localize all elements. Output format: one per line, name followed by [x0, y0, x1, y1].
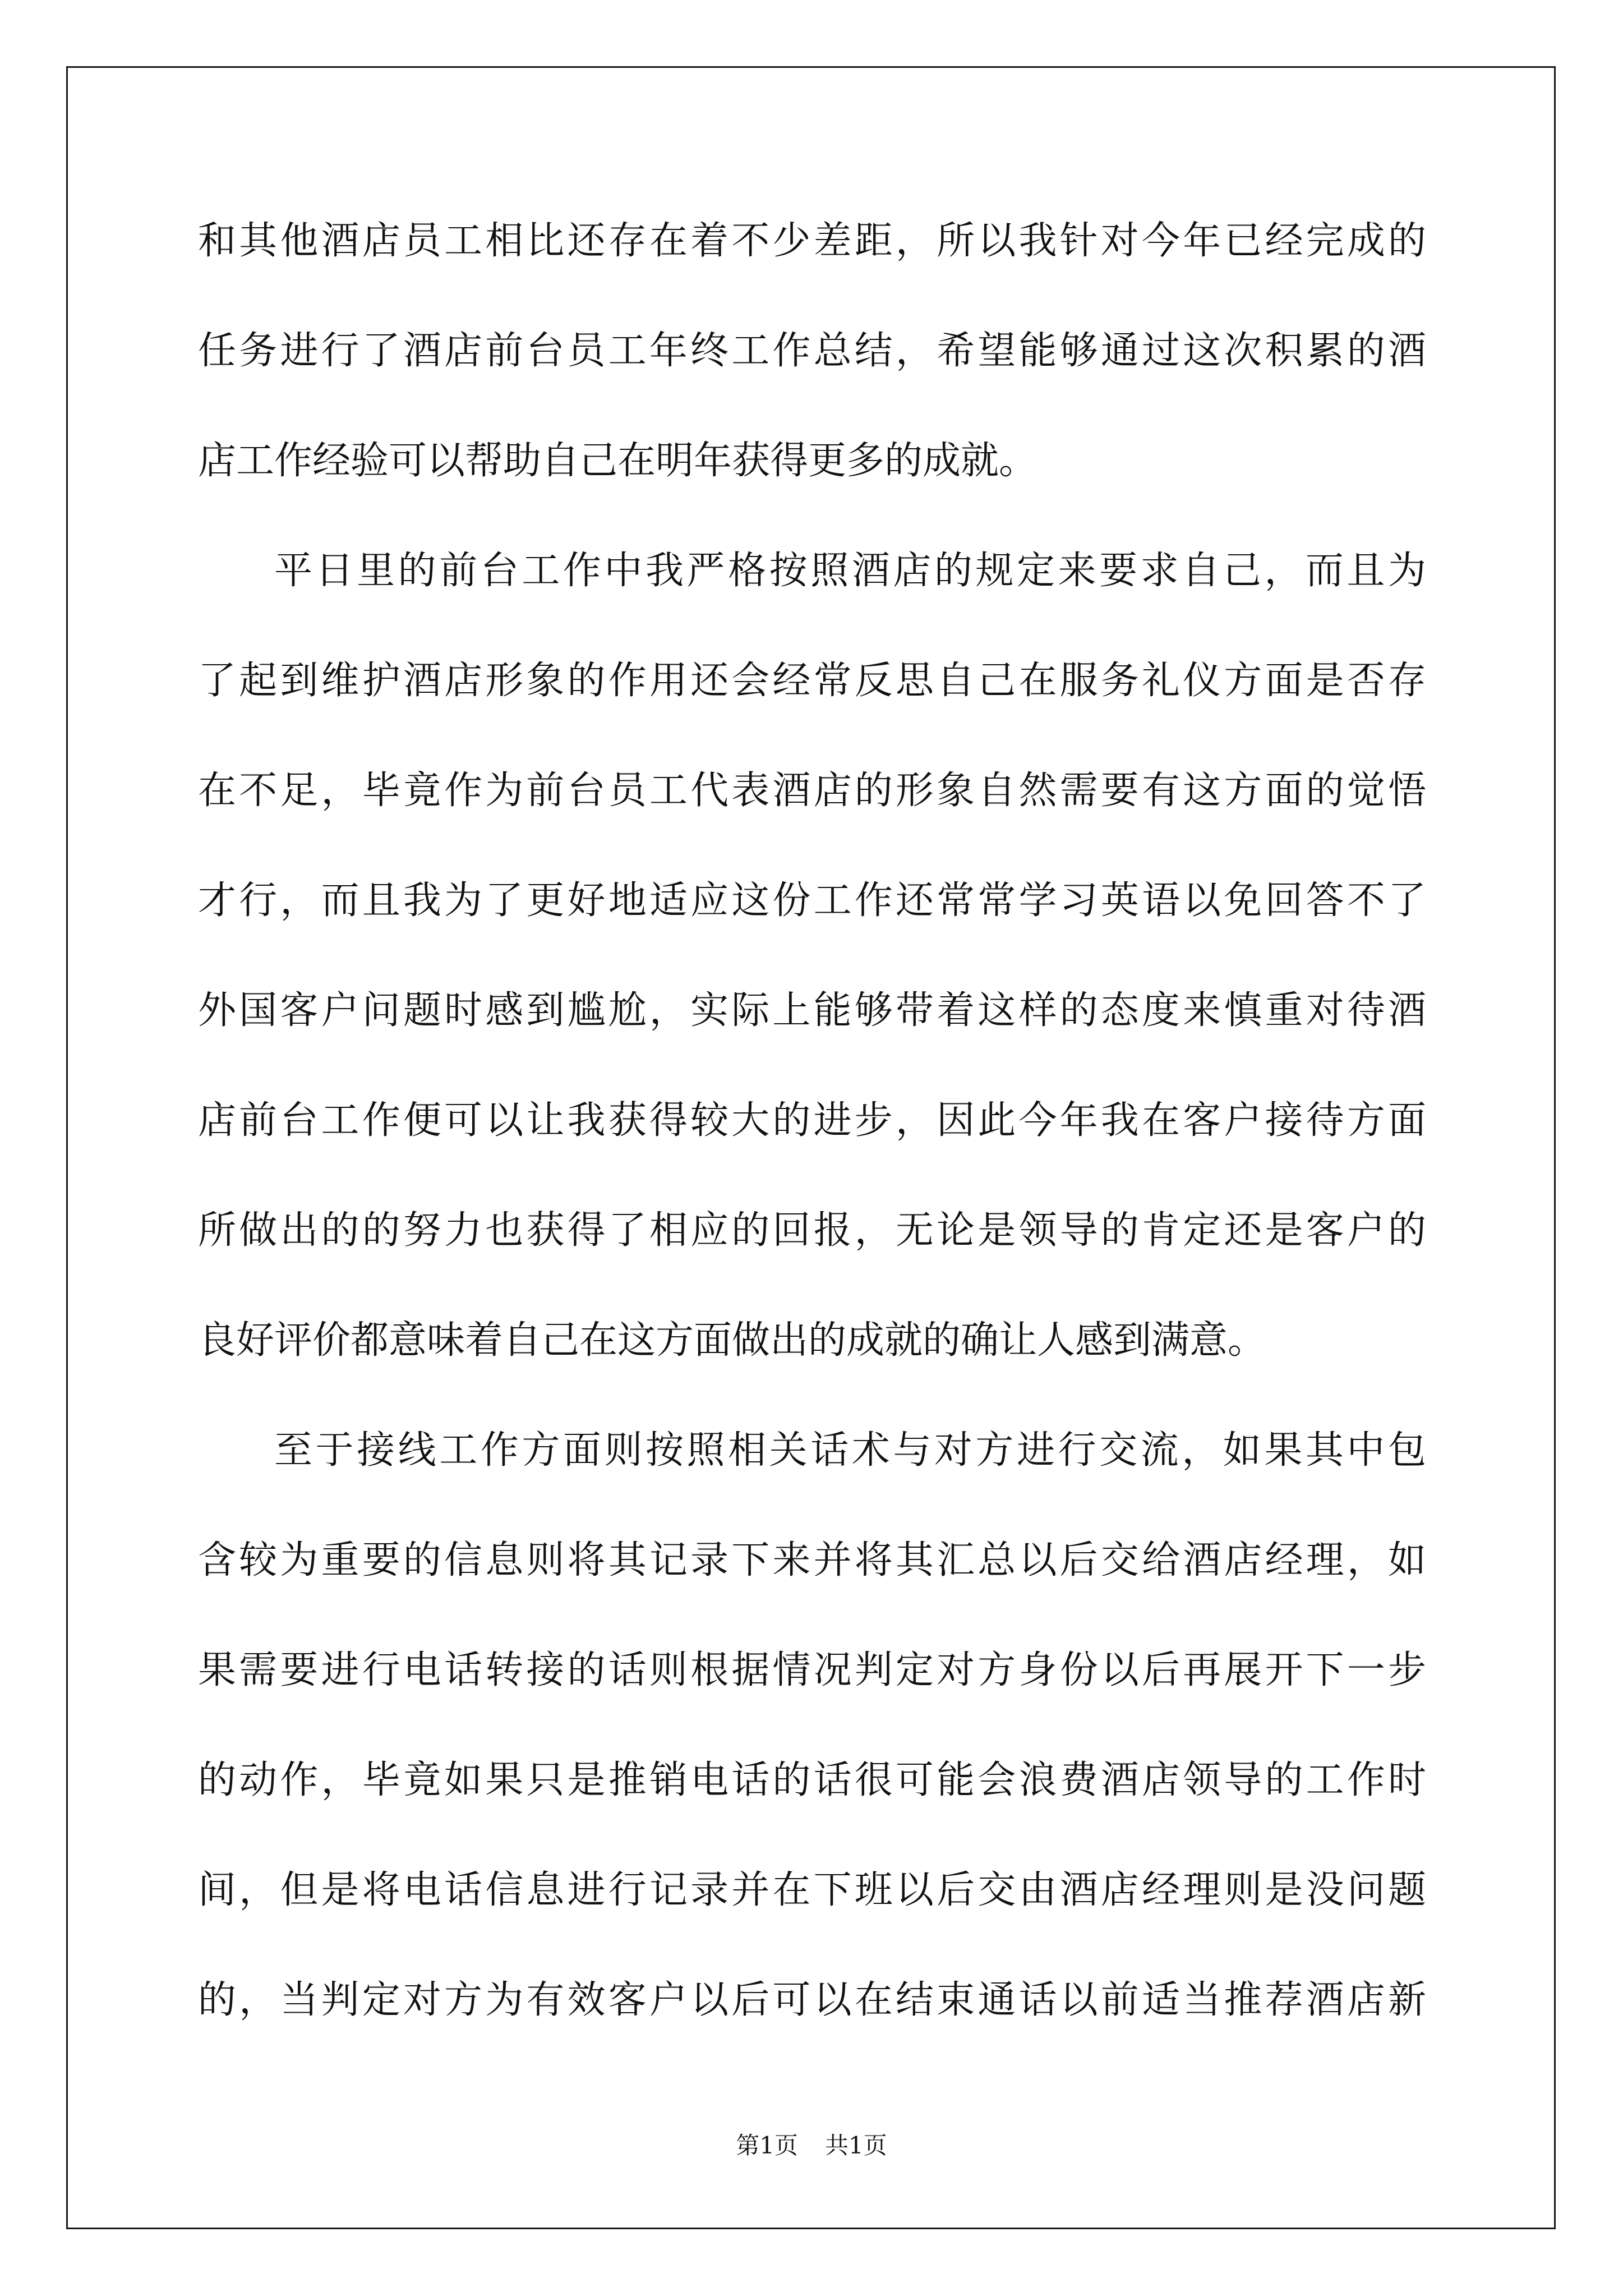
page-footer [0, 2129, 1623, 2162]
text-line: 的，当判定对方为有效客户以后可以在结束通话以前适当推荐酒店新 [198, 1978, 1426, 2022]
paragraph [198, 537, 1426, 1417]
text-line: 在不足，毕竟作为前台员工代表酒店的形象自然需要有这方面的觉悟 [198, 769, 1426, 813]
text-line: 和其他酒店员工相比还存在着不少差距，所以我针对今年已经完成的 [198, 219, 1426, 263]
paragraph [198, 1417, 1426, 2077]
text-line: 含较为重要的信息则将其记录下来并将其汇总以后交给酒店经理，如 [198, 1538, 1426, 1582]
paragraph [198, 208, 1426, 537]
text-line: 所做出的的努力也获得了相应的回报，无论是领导的肯定还是客户的 [198, 1208, 1426, 1253]
text-line: 良好评价都意味着自己在这方面做出的成就的确让人感到满意。 [198, 1318, 1266, 1363]
text-line: 店前台工作便可以让我获得较大的进步，因此今年我在客户接待方面 [198, 1098, 1426, 1143]
text-line: 外国客户问题时感到尴尬，实际上能够带着这样的态度来慎重对待酒 [198, 988, 1426, 1033]
text-line: 才行，而且我为了更好地适应这份工作还常常学习英语以免回答不了 [198, 878, 1426, 923]
text-line: 的动作，毕竟如果只是推销电话的话很可能会浪费酒店领导的工作时 [198, 1758, 1426, 1802]
text-line: 任务进行了酒店前台员工年终工作总结，希望能够通过这次积累的酒 [198, 329, 1426, 373]
text-line: 平日里的前台工作中我严格按照酒店的规定来要求自己，而且为 [274, 549, 1426, 593]
text-line: 至于接线工作方面则按照相关话术与对方进行交流，如果其中包 [274, 1428, 1426, 1473]
document-body [198, 208, 1426, 2077]
text-line: 间，但是将电话信息进行记录并在下班以后交由酒店经理则是没问题 [198, 1868, 1426, 1912]
page-number: 第1页 [736, 2132, 798, 2159]
page-total: 共1页 [825, 2132, 887, 2159]
text-line: 了起到维护酒店形象的作用还会经常反思自己在服务礼仪方面是否存 [198, 659, 1426, 703]
text-line: 果需要进行电话转接的话则根据情况判定对方身份以后再展开下一步 [198, 1648, 1426, 1692]
text-line: 店工作经验可以帮助自己在明年获得更多的成就。 [198, 439, 1038, 483]
